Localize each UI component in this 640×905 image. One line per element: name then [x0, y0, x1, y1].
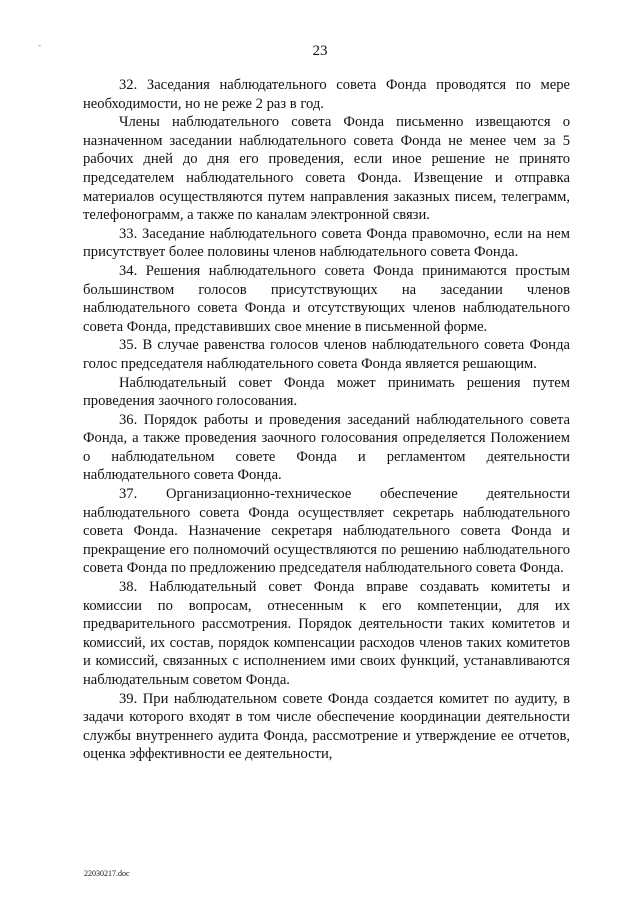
paragraph-39: 39. При наблюдательном совете Фонда создается комитет по аудиту, в задачи которого входят в том числе обеспечение координации деятельности службы внутреннего аудита Фонда, рассмотрение и утверждение ее отчетов, оценка эффективности ее деятельности,: [83, 690, 570, 763]
paragraph-36: 36. Порядок работы и проведения заседаний наблюдательного совета Фонда, а также проведения заочного голосования определяется Положением о наблюдательном совете Фонда и регламентом деятельности наблюдательного совета Фонда.: [83, 411, 570, 484]
paragraph-38: 38. Наблюдательный совет Фонда вправе создавать комитеты и комиссии по вопросам, отнесенным к его компетенции, для их предварительного рассмотрения. Порядок деятельности таких комитетов и комиссий, их состав, порядок компенсации расходов членов таких комитетов и комиссий, связанных с исполнением ими своих функций, устанавливаются наблюдательным советом Фонда.: [83, 579, 570, 688]
footer-file-name: 22030217.doc: [84, 869, 130, 878]
margin-mark: -: [38, 40, 41, 50]
paragraph-32: 32. Заседания наблюдательного совета Фонда проводятся по мере необходимости, но не реже 2 раз в год.: [83, 77, 570, 112]
paragraph-33: 33. Заседание наблюдательного совета Фонда правомочно, если на нем присутствует более половины членов наблюдательного совета Фонда.: [83, 225, 570, 261]
document-body: [83, 76, 570, 764]
page-number: 23: [312, 43, 328, 59]
paragraph-absentee-voting: Наблюдательный совет Фонда может принимать решения путем проведения заочного голосования.: [83, 374, 570, 410]
paragraph-37: 37. Организационно-техническое обеспечение деятельности наблюдательного совета Фонда осуществляет секретарь наблюдательного совета Фонда. Назначение секретаря наблюдательного совета Фонда и прекращение его полномочий осуществляются по решению наблюдательного совета Фонда по предложению председателя наблюдательного совета Фонда.: [83, 486, 570, 577]
paragraph-35: 35. В случае равенства голосов членов наблюдательного совета Фонда голос председателя наблюдательного совета Фонда является решающим.: [83, 337, 570, 372]
paragraph-34: 34. Решения наблюдательного совета Фонда принимаются простым большинством голосов присутствующих на заседании членов наблюдательного совета Фонда и отсутствующих членов наблюдательного совета Фонда, представивших свое мнение в письменной форме.: [83, 262, 570, 335]
paragraph-notification: Члены наблюдательного совета Фонда письменно извещаются о назначенном заседании наблюдательного совета Фонда не менее чем за 5 рабочих дней до дня его проведения, если иное решение не принято председателем наблюдательного совета Фонда. Извещение и отправка материалов осуществляются путем направления заказных писем, телеграмм, телефонограмм, а также по каналам электронной связи.: [83, 114, 570, 224]
